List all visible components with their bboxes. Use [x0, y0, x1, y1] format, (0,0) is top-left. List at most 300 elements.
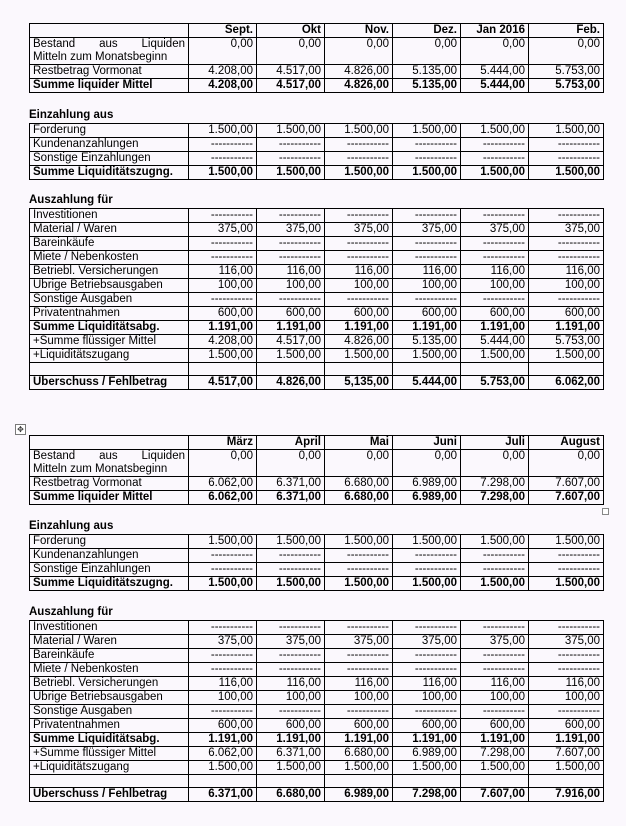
value-cell: 7.298,00	[461, 491, 529, 505]
value-cell: -----------	[257, 705, 325, 719]
part1-einzahlung-table	[29, 123, 604, 180]
value-cell: 375,00	[325, 223, 393, 237]
table-row	[30, 293, 604, 307]
value-cell: -----------	[325, 705, 393, 719]
table-row	[30, 65, 604, 79]
table-row	[30, 124, 604, 138]
value-cell: -----------	[325, 209, 393, 223]
value-cell: 0,00	[393, 450, 461, 477]
value-cell: -----------	[257, 237, 325, 251]
value-cell: -----------	[189, 293, 257, 307]
table-row	[30, 349, 604, 363]
value-cell: -----------	[393, 209, 461, 223]
value-cell: -----------	[257, 549, 325, 563]
part1-einzahlung-table-wrapper	[29, 123, 603, 180]
value-cell: 1.191,00	[257, 733, 325, 747]
table-row	[30, 691, 604, 705]
bestand-label	[30, 38, 189, 65]
value-cell: 1.500,00	[257, 124, 325, 138]
value-cell: -----------	[461, 237, 529, 251]
value-cell: 375,00	[189, 635, 257, 649]
header-empty-cell	[30, 24, 189, 38]
value-cell: 6.989,00	[393, 491, 461, 505]
value-cell: 0,00	[393, 38, 461, 65]
value-cell: 1.500,00	[393, 349, 461, 363]
part2-top-table	[29, 435, 604, 505]
value-cell: 5.135,00	[393, 79, 461, 93]
value-cell: -----------	[393, 563, 461, 577]
row-label: Summe Liquiditätsabg.	[30, 321, 189, 335]
table-row	[30, 307, 604, 321]
value-cell: -----------	[393, 621, 461, 635]
value-cell: 4.208,00	[189, 79, 257, 93]
table-row	[30, 321, 604, 335]
value-cell: -----------	[325, 293, 393, 307]
value-cell: 600,00	[393, 307, 461, 321]
value-cell: 600,00	[529, 719, 604, 733]
value-cell: 1.500,00	[393, 577, 461, 591]
value-cell: 1.500,00	[393, 124, 461, 138]
value-cell: 6.371,00	[257, 491, 325, 505]
value-cell: 375,00	[461, 223, 529, 237]
row-label: Privatentnahmen	[30, 307, 189, 321]
value-cell: 600,00	[461, 719, 529, 733]
value-cell: 1.500,00	[529, 124, 604, 138]
value-cell: 1.500,00	[257, 577, 325, 591]
value-cell: 5.135,00	[393, 65, 461, 79]
value-cell: 375,00	[529, 635, 604, 649]
month-header: Dez.	[393, 24, 461, 38]
value-cell: -----------	[461, 621, 529, 635]
part2-einzahlung-title: Einzahlung aus	[29, 520, 114, 532]
value-cell: 7.916,00	[529, 788, 604, 802]
value-cell: 6.062,00	[189, 477, 257, 491]
value-cell: -----------	[461, 293, 529, 307]
row-label: Miete / Nebenkosten	[30, 251, 189, 265]
value-cell: -----------	[189, 209, 257, 223]
value-cell: 100,00	[393, 279, 461, 293]
value-cell: 1.191,00	[461, 321, 529, 335]
value-cell: 1.500,00	[257, 535, 325, 549]
value-cell: 600,00	[393, 719, 461, 733]
value-cell: 1.500,00	[461, 577, 529, 591]
value-cell: 7.607,00	[529, 491, 604, 505]
value-cell: 5.444,00	[461, 79, 529, 93]
value-cell: -----------	[257, 293, 325, 307]
row-label: Restbetrag Vormonat	[30, 65, 189, 79]
value-cell: 100,00	[529, 691, 604, 705]
value-cell: 6.680,00	[325, 477, 393, 491]
row-label: Summe liquider Mittel	[30, 491, 189, 505]
value-cell: 6.989,00	[325, 788, 393, 802]
value-cell: 4.517,00	[257, 79, 325, 93]
value-cell: 1.500,00	[461, 166, 529, 180]
value-cell: 100,00	[189, 279, 257, 293]
table-row	[30, 279, 604, 293]
value-cell: 1.500,00	[325, 577, 393, 591]
value-cell: 116,00	[257, 677, 325, 691]
result-row	[30, 788, 604, 802]
value-cell: 116,00	[325, 265, 393, 279]
row-label: Forderung	[30, 124, 189, 138]
value-cell: 116,00	[461, 265, 529, 279]
part1-auszahlung-table-wrapper	[29, 208, 603, 390]
spacer-row	[30, 363, 604, 376]
value-cell: 100,00	[529, 279, 604, 293]
value-cell: -----------	[189, 138, 257, 152]
value-cell: 4.826,00	[325, 79, 393, 93]
month-header: Okt	[257, 24, 325, 38]
value-cell: 6.062,00	[189, 747, 257, 761]
row-label: +Summe flüssiger Mittel	[30, 747, 189, 761]
month-header: Sept.	[189, 24, 257, 38]
part1-top-table	[29, 23, 604, 93]
value-cell: 1.191,00	[189, 321, 257, 335]
value-cell: -----------	[393, 663, 461, 677]
value-cell: -----------	[393, 705, 461, 719]
row-label: Material / Waren	[30, 223, 189, 237]
value-cell: -----------	[529, 293, 604, 307]
bestand-label-line2: Mitteln zum Monatsbeginn	[33, 463, 168, 475]
move-arrows-icon[interactable]: ✥	[15, 424, 26, 435]
row-label: Kundenanzahlungen	[30, 549, 189, 563]
value-cell: -----------	[461, 663, 529, 677]
value-cell: 1.500,00	[393, 535, 461, 549]
part1-auszahlung-table	[29, 208, 604, 390]
value-cell: -----------	[529, 209, 604, 223]
value-cell: 600,00	[257, 719, 325, 733]
value-cell: 375,00	[461, 635, 529, 649]
value-cell: 1.500,00	[529, 166, 604, 180]
value-cell: -----------	[461, 251, 529, 265]
value-cell: 7.298,00	[393, 788, 461, 802]
value-cell: 1.191,00	[189, 733, 257, 747]
value-cell: 600,00	[325, 719, 393, 733]
value-cell: 600,00	[325, 307, 393, 321]
value-cell: -----------	[257, 663, 325, 677]
table-row	[30, 621, 604, 635]
value-cell: 1.500,00	[529, 535, 604, 549]
table-row	[30, 733, 604, 747]
row-label: +Liquiditätszugang	[30, 761, 189, 775]
value-cell: -----------	[393, 293, 461, 307]
value-cell: 1.500,00	[189, 535, 257, 549]
row-label: Übrige Betriebsausgaben	[30, 691, 189, 705]
value-cell: 4.517,00	[257, 335, 325, 349]
value-cell: 1.500,00	[393, 761, 461, 775]
resize-handle-icon[interactable]	[602, 508, 609, 515]
value-cell: 600,00	[189, 719, 257, 733]
table-row	[30, 577, 604, 591]
table-row	[30, 747, 604, 761]
value-cell: -----------	[257, 563, 325, 577]
value-cell: 1.500,00	[529, 349, 604, 363]
row-label: Restbetrag Vormonat	[30, 477, 189, 491]
row-label: Summe liquider Mittel	[30, 79, 189, 93]
value-cell: 116,00	[325, 677, 393, 691]
value-cell: 5.444,00	[461, 65, 529, 79]
value-cell: 1.500,00	[461, 761, 529, 775]
part1-auszahlung-title: Auszahlung für	[29, 194, 113, 206]
value-cell: 100,00	[325, 279, 393, 293]
value-cell: -----------	[461, 705, 529, 719]
value-cell: 5.753,00	[461, 376, 529, 390]
value-cell: -----------	[461, 209, 529, 223]
value-cell: 100,00	[325, 691, 393, 705]
result-label: Überschuss / Fehlbetrag	[30, 788, 189, 802]
value-cell: 116,00	[189, 677, 257, 691]
table-row	[30, 663, 604, 677]
bestand-label-line1: Bestand aus Liquiden	[33, 38, 185, 50]
row-label: Bareinkäufe	[30, 649, 189, 663]
value-cell: 375,00	[393, 223, 461, 237]
value-cell: -----------	[529, 251, 604, 265]
part2-einzahlung-table	[29, 534, 604, 591]
value-cell: 1.500,00	[461, 535, 529, 549]
value-cell: 1.500,00	[189, 124, 257, 138]
row-label: Investitionen	[30, 621, 189, 635]
result-label: Überschuss / Fehlbetrag	[30, 376, 189, 390]
value-cell: 1.500,00	[189, 577, 257, 591]
month-header: August	[529, 436, 604, 450]
value-cell: 1.500,00	[461, 349, 529, 363]
row-label: Kundenanzahlungen	[30, 138, 189, 152]
value-cell: -----------	[325, 563, 393, 577]
part1-header-row	[30, 24, 604, 38]
value-cell: 6.371,00	[189, 788, 257, 802]
row-label: Summe Liquiditätsabg.	[30, 733, 189, 747]
value-cell: 1.191,00	[529, 733, 604, 747]
value-cell: -----------	[189, 621, 257, 635]
value-cell: 100,00	[257, 691, 325, 705]
value-cell: -----------	[189, 663, 257, 677]
table-row	[30, 563, 604, 577]
month-header: Nov.	[325, 24, 393, 38]
value-cell: 1.500,00	[529, 577, 604, 591]
table-row	[30, 166, 604, 180]
value-cell: 6.062,00	[189, 491, 257, 505]
value-cell: -----------	[189, 237, 257, 251]
value-cell: -----------	[529, 549, 604, 563]
month-header: Jan 2016	[461, 24, 529, 38]
month-header: Juli	[461, 436, 529, 450]
part1-auszahlung-rows	[30, 209, 604, 363]
value-cell: -----------	[189, 563, 257, 577]
value-cell: 0,00	[325, 450, 393, 477]
value-cell: 4.517,00	[189, 376, 257, 390]
value-cell: 1.191,00	[325, 733, 393, 747]
bestand-row	[30, 450, 604, 477]
value-cell: 375,00	[325, 635, 393, 649]
part2-einzahlung-rows	[30, 535, 604, 591]
value-cell: -----------	[325, 251, 393, 265]
row-label: Miete / Nebenkosten	[30, 663, 189, 677]
value-cell: -----------	[393, 251, 461, 265]
value-cell: 5.753,00	[529, 335, 604, 349]
value-cell: 6.371,00	[257, 477, 325, 491]
value-cell: -----------	[189, 549, 257, 563]
value-cell: 6.062,00	[529, 376, 604, 390]
value-cell: -----------	[529, 649, 604, 663]
value-cell: -----------	[257, 251, 325, 265]
row-label: Forderung	[30, 535, 189, 549]
spacer-row	[30, 775, 604, 788]
table-row	[30, 677, 604, 691]
value-cell: 1.500,00	[461, 124, 529, 138]
value-cell: 5,135,00	[325, 376, 393, 390]
table-row	[30, 635, 604, 649]
part2-einzahlung-table-wrapper	[29, 534, 603, 591]
value-cell: 1.500,00	[189, 166, 257, 180]
value-cell: 4.826,00	[325, 335, 393, 349]
value-cell: 100,00	[257, 279, 325, 293]
value-cell: -----------	[325, 152, 393, 166]
row-label: +Liquiditätszugang	[30, 349, 189, 363]
row-label: Sonstige Einzahlungen	[30, 563, 189, 577]
value-cell: 1.500,00	[325, 124, 393, 138]
value-cell: 6.371,00	[257, 747, 325, 761]
value-cell: 375,00	[257, 635, 325, 649]
value-cell: 116,00	[529, 677, 604, 691]
value-cell: 116,00	[189, 265, 257, 279]
value-cell: 1.500,00	[257, 166, 325, 180]
part1-einzahlung-rows	[30, 124, 604, 180]
table-row	[30, 138, 604, 152]
value-cell: 116,00	[393, 265, 461, 279]
value-cell: 0,00	[461, 450, 529, 477]
table-row	[30, 761, 604, 775]
table-row	[30, 649, 604, 663]
row-label: Privatentnahmen	[30, 719, 189, 733]
value-cell: -----------	[189, 251, 257, 265]
value-cell: 0,00	[189, 38, 257, 65]
value-cell: -----------	[257, 152, 325, 166]
value-cell: 4.208,00	[189, 335, 257, 349]
value-cell: -----------	[325, 621, 393, 635]
value-cell: -----------	[257, 209, 325, 223]
value-cell: 600,00	[189, 307, 257, 321]
month-header: April	[257, 436, 325, 450]
part2-auszahlung-rows	[30, 621, 604, 775]
value-cell: -----------	[325, 138, 393, 152]
value-cell: 116,00	[257, 265, 325, 279]
value-cell: 1.500,00	[325, 535, 393, 549]
value-cell: 1.500,00	[325, 166, 393, 180]
value-cell: 1.500,00	[257, 349, 325, 363]
value-cell: 600,00	[257, 307, 325, 321]
value-cell: 1.191,00	[325, 321, 393, 335]
table-row	[30, 477, 604, 491]
value-cell: 116,00	[461, 677, 529, 691]
value-cell: 0,00	[529, 450, 604, 477]
value-cell: -----------	[393, 138, 461, 152]
part2-auszahlung-table	[29, 620, 604, 802]
value-cell: -----------	[189, 152, 257, 166]
value-cell: 1.191,00	[393, 733, 461, 747]
table-row	[30, 209, 604, 223]
value-cell: 6.989,00	[393, 477, 461, 491]
table-row	[30, 491, 604, 505]
bestand-label-line2: Mitteln zum Monatsbeginn	[33, 51, 168, 63]
value-cell: -----------	[529, 152, 604, 166]
row-label: +Summe flüssiger Mittel	[30, 335, 189, 349]
value-cell: -----------	[189, 649, 257, 663]
value-cell: 100,00	[393, 691, 461, 705]
value-cell: 4.826,00	[257, 376, 325, 390]
bestand-label-line1: Bestand aus Liquiden	[33, 450, 185, 462]
value-cell: -----------	[461, 152, 529, 166]
value-cell: 0,00	[325, 38, 393, 65]
value-cell: 0,00	[189, 450, 257, 477]
bestand-label	[30, 450, 189, 477]
value-cell: 0,00	[461, 38, 529, 65]
value-cell: 1.191,00	[529, 321, 604, 335]
table-row	[30, 549, 604, 563]
month-header: Mai	[325, 436, 393, 450]
value-cell: 5.753,00	[529, 65, 604, 79]
value-cell: -----------	[393, 549, 461, 563]
row-label: Investitionen	[30, 209, 189, 223]
value-cell: -----------	[461, 649, 529, 663]
value-cell: 1.191,00	[461, 733, 529, 747]
value-cell: 0,00	[257, 450, 325, 477]
table-row	[30, 223, 604, 237]
value-cell: 116,00	[393, 677, 461, 691]
value-cell: 6.680,00	[257, 788, 325, 802]
row-label: Material / Waren	[30, 635, 189, 649]
value-cell: -----------	[461, 549, 529, 563]
value-cell: -----------	[529, 138, 604, 152]
value-cell: 1.191,00	[393, 321, 461, 335]
row-label: Bareinkäufe	[30, 237, 189, 251]
bestand-row	[30, 38, 604, 65]
value-cell: 375,00	[189, 223, 257, 237]
value-cell: -----------	[529, 237, 604, 251]
header-empty-cell	[30, 436, 189, 450]
value-cell: -----------	[189, 705, 257, 719]
part2-top-rows	[30, 477, 604, 505]
value-cell: 375,00	[529, 223, 604, 237]
table-row	[30, 535, 604, 549]
value-cell: 7.607,00	[529, 747, 604, 761]
value-cell: 1.500,00	[529, 761, 604, 775]
value-cell: -----------	[393, 237, 461, 251]
row-label: Übrige Betriebsausgaben	[30, 279, 189, 293]
value-cell: -----------	[325, 237, 393, 251]
value-cell: 7.298,00	[461, 477, 529, 491]
table-row	[30, 251, 604, 265]
value-cell: 4.208,00	[189, 65, 257, 79]
part2-header-row	[30, 436, 604, 450]
table-row	[30, 265, 604, 279]
value-cell: 5.753,00	[529, 79, 604, 93]
value-cell: 375,00	[257, 223, 325, 237]
value-cell: -----------	[529, 663, 604, 677]
value-cell: 5.444,00	[393, 376, 461, 390]
value-cell: 6.989,00	[393, 747, 461, 761]
value-cell: 7.298,00	[461, 747, 529, 761]
value-cell: -----------	[461, 138, 529, 152]
value-cell: 6.680,00	[325, 747, 393, 761]
part2-top-table-wrapper	[29, 435, 603, 505]
value-cell: 4.826,00	[325, 65, 393, 79]
value-cell: 116,00	[529, 265, 604, 279]
table-row	[30, 79, 604, 93]
value-cell: -----------	[393, 152, 461, 166]
value-cell: 5.135,00	[393, 335, 461, 349]
value-cell: 0,00	[529, 38, 604, 65]
value-cell: 1.500,00	[257, 761, 325, 775]
